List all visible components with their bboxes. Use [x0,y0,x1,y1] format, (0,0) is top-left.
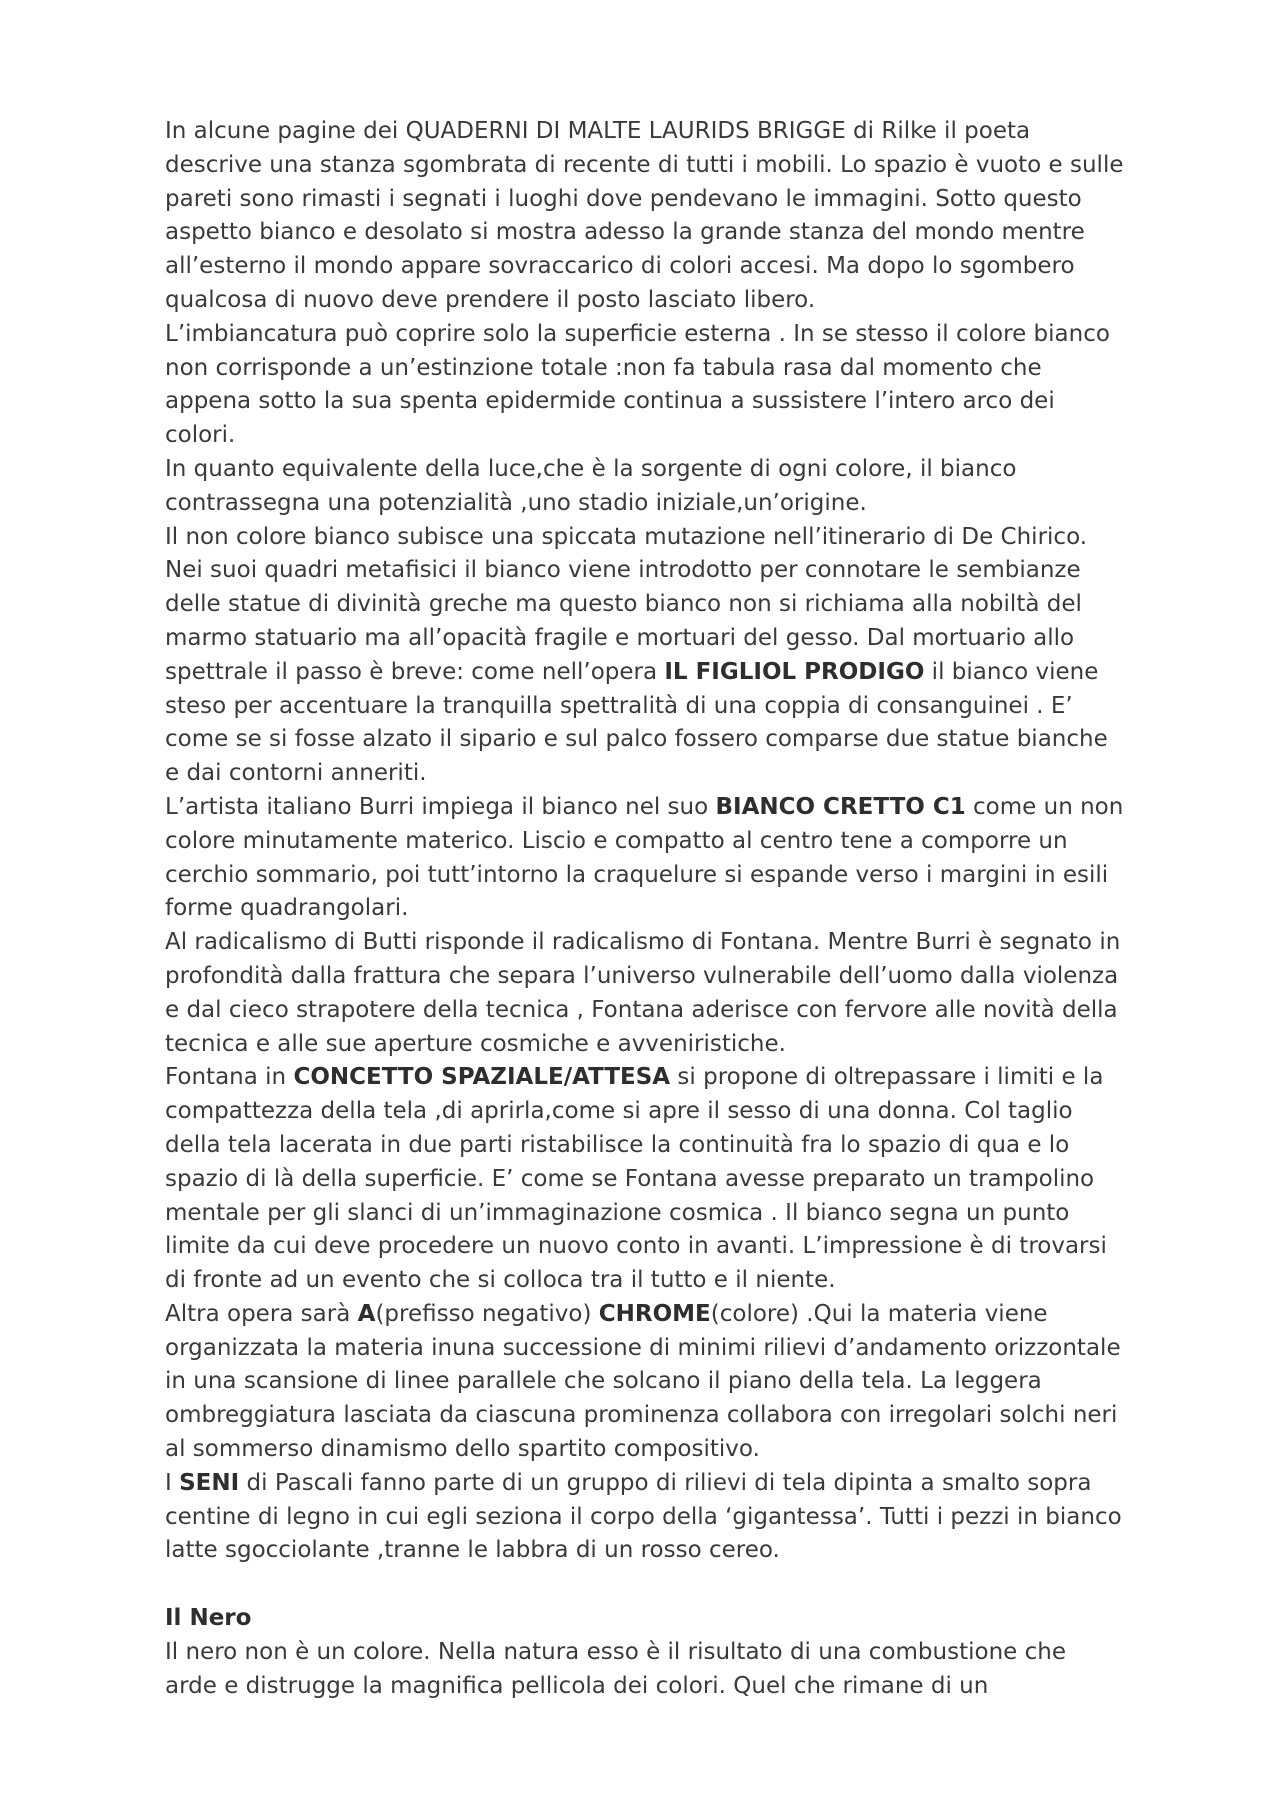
paragraph-burri [165,791,1125,926]
text-run: il bianco viene steso per accentuare la tranquilla spettralità di una coppia di consanguinei . E’ come se si fosse alzato il sipario e sul palco fossero comparse due statue bianche e dai contorni anneriti. [165,658,1108,787]
text-run: I [165,1469,180,1496]
paragraph-luce: In quanto equivalente della luce,che è la sorgente di ogni colore, il bianco contrassegna una potenzialità ,uno stadio iniziale,un’origine. [165,455,1017,516]
artwork-title: BIANCO CRETTO C1 [715,793,966,820]
artwork-title: CHROME [598,1300,711,1327]
paragraph-rilke: In alcune pagine dei QUADERNI DI MALTE LAURIDS BRIGGE di Rilke il poeta descrive una stanza sgombrata di recente di tutti i mobili. Lo spazio è vuoto e sulle pareti sono rimasti i segnati i luoghi dove pendevano le immagini. Sotto questo aspetto bianco e desolato si mostra adesso la grande stanza del mondo mentre all’esterno il mondo appare sovraccarico di colori accesi. Ma dopo lo sgombero qualcosa di nuovo deve prendere il posto lasciato libero. [165,118,1124,313]
text-run: di Pascali fanno parte di un gruppo di rilievi di tela dipinta a smalto sopra centine di legno in cui egli seziona il corpo della ‘gigantessa’. Tutti i pezzi in bianco latte sgocciolante ,tranne le labbra di un rosso cereo. [165,1469,1122,1564]
paragraph-imbiancatura: L’imbiancatura può coprire solo la superficie esterna . In se stesso il colore bianco non corrisponde a un’estinzione totale :non fa tabula rasa dal momento che appena sotto la sua spenta epidermide continua a sussistere l’intero arco dei colori. [165,320,1110,449]
paragraph-pascali [165,1467,1125,1568]
artwork-title: IL FIGLIOL PRODIGO [664,658,925,685]
text-run: L’artista italiano Burri impiega il bianco nel suo [165,793,716,820]
text-run: come un non colore minutamente materico. Liscio e compatto al centro tene a comporre un cerchio sommario, poi tutt’intorno la craquelure si espande verso i margini in esili forme quadrangolari. [165,793,1124,922]
text-run: (colore) .Qui la materia viene organizzata la materia inuna successione di minimi rilievi d’andamento orizzontale in una scansione di linee parallele che solcano il piano della tela. La leggera ombreggiatura lasciata da ciascuna prominenza collabora con irregolari solchi neri al sommerso dinamismo dello spartito compositivo. [165,1300,1121,1463]
artwork-title: CONCETTO SPAZIALE/ATTESA [293,1064,671,1091]
paragraph-de-chirico [165,521,1125,791]
paragraph-nero: Il nero non è un colore. Nella natura esso è il risultato di una combustione che arde e distrugge la magnifica pellicola dei colori. Quel che rimane di un [165,1638,1066,1699]
text-run: Fontana in [165,1064,294,1091]
paragraph-radicalismo: Al radicalismo di Butti risponde il radicalismo di Fontana. Mentre Burri è segnato in profondità dalla frattura che separa l’universo vulnerabile dell’uomo dalla violenza e dal cieco strapotere della tecnica , Fontana aderisce con fervore alle novità della tecnica e alle sue aperture cosmiche e avveniristiche. [165,929,1121,1057]
text-run: Il non colore bianco subisce una spiccata mutazione nell’itinerario di De Chirico. Nei suoi quadri metafisici il bianco viene introdotto per connotare le sembianze delle statue di divinità greche ma questo bianco non si richiama alla nobiltà del marmo statuario ma all’opacità fragile e mortuari del gesso. Dal mortuario allo spettrale il passo è breve: come nell’opera [165,523,1088,685]
paragraph-fontana [165,1061,1125,1298]
section-heading-nero: Il Nero [165,1605,252,1632]
text-run: si propone di oltrepassare i limiti e la compattezza della tela ,di aprirla,come si apre il sesso di una donna. Col taglio della tela lacerata in due parti ristabilisce la continuità fra lo spazio di qua e lo spazio di là della superficie. E’ come se Fontana avesse preparato un trampolino mentale per gli slanci di un’immaginazione cosmica . Il bianco segna un punto limite da cui deve procedere un nuovo conto in avanti. L’impressione è di trovarsi di fronte ad un evento che si colloca tra il tutto e il niente. [165,1064,1107,1294]
text-run: (prefisso negativo) [375,1300,599,1327]
artwork-title-prefix: A [357,1300,376,1327]
text-run: Altra opera sarà [165,1300,358,1327]
artwork-title: SENI [179,1469,240,1496]
document-page [165,115,1125,1703]
paragraph-achrome [165,1298,1125,1467]
